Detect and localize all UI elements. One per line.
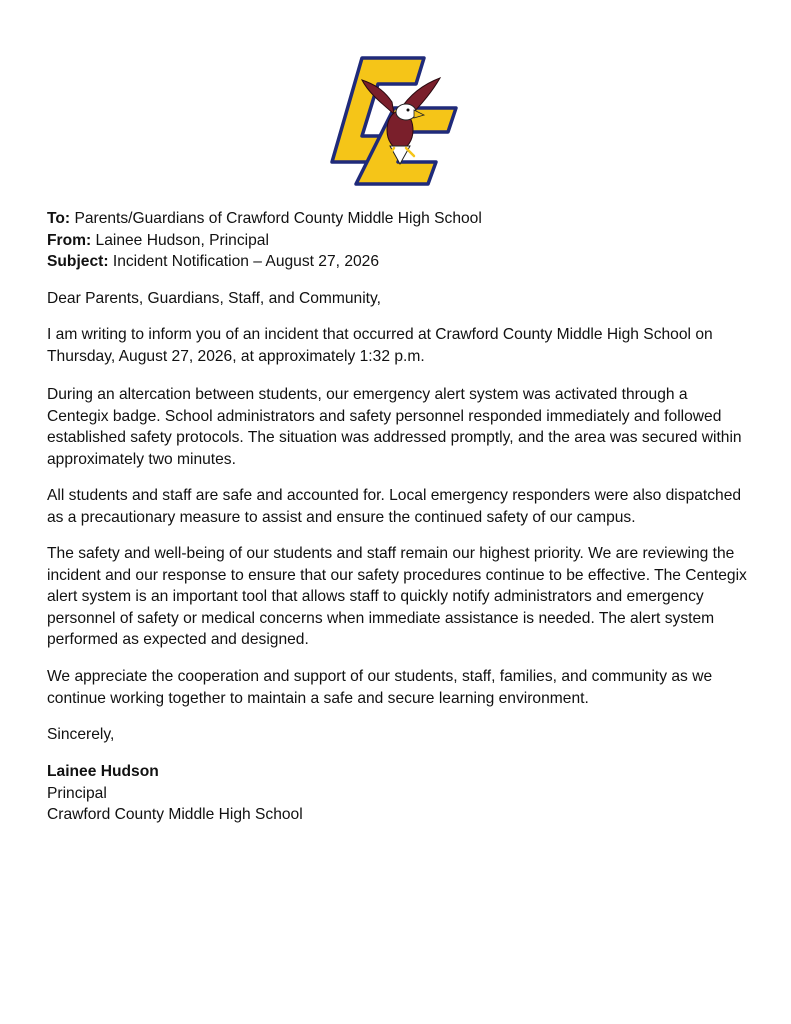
memo-from-value: Lainee Hudson, Principal xyxy=(95,231,269,249)
memo-from xyxy=(47,230,747,252)
paragraph-safety-status xyxy=(47,485,747,528)
paragraph-line: Centegix badge. School administrators and safety personnel responded immediately and followed xyxy=(47,407,722,425)
paragraph-line: established safety protocols. The situation was addressed promptly, and the area was secured within xyxy=(47,429,742,447)
paragraph-line: I am writing to inform you of an incident that occurred at Crawford County Middle High School on xyxy=(47,326,713,343)
paragraph-line: The safety and well-being of our students and staff remain our highest priority. We are reviewing the xyxy=(47,545,735,562)
paragraph-appreciation xyxy=(47,666,747,709)
crawford-county-eagle-logo xyxy=(328,52,460,186)
signature-title: Principal xyxy=(47,784,107,802)
paragraph-incident-intro xyxy=(47,324,747,367)
paragraph-line: Thursday, August 27, 2026, at approximately 1:32 p.m. xyxy=(47,347,425,365)
paragraph-line: During an altercation between students, our emergency alert system was activated through a xyxy=(47,386,688,403)
signature-name: Lainee Hudson xyxy=(47,763,159,780)
paragraph-line: continue working together to maintain a safe and secure learning environment. xyxy=(47,689,589,707)
memo-to xyxy=(47,208,747,230)
memo-subject-value: Incident Notification – August 27, 2026 xyxy=(112,253,380,271)
greeting: Dear Parents, Guardians, Staff, and Community, xyxy=(47,290,381,307)
memo-subject-label: Subject: xyxy=(47,253,109,271)
paragraph-priority xyxy=(47,543,747,651)
signature-school: Crawford County Middle High School xyxy=(47,806,303,824)
paragraph-line: performed as expected and designed. xyxy=(47,631,309,649)
logo-eagle-eye xyxy=(407,109,410,112)
memo-from-label: From: xyxy=(47,231,92,249)
paragraph-line: personnel of safety or medical concerns when immediate assistance is needed. The alert system xyxy=(47,609,715,627)
paragraph-line: as a precautionary measure to assist and ensure the continued safety of our campus. xyxy=(47,508,636,526)
paragraph-line: approximately two minutes. xyxy=(47,450,236,468)
memo-header xyxy=(47,208,747,273)
signature-block xyxy=(47,761,747,826)
closing: Sincerely, xyxy=(47,726,115,743)
memo-to-label: To: xyxy=(47,210,71,227)
paragraph-line: incident and our response to ensure that our safety procedures continue to be effective. The Centegix xyxy=(47,566,747,584)
paragraph-incident-details xyxy=(47,384,747,470)
paragraph-line: We appreciate the cooperation and support of our students, staff, families, and community as we xyxy=(47,668,713,685)
memo-to-value: Parents/Guardians of Crawford County Middle High School xyxy=(74,210,482,227)
memo-subject xyxy=(47,251,747,273)
logo-eagle-head xyxy=(396,104,416,120)
paragraph-line: alert system is an important tool that allows staff to quickly notify administrators and emergency xyxy=(47,588,704,606)
paragraph-line: All students and staff are safe and accounted for. Local emergency responders were also dispatched xyxy=(47,487,742,504)
